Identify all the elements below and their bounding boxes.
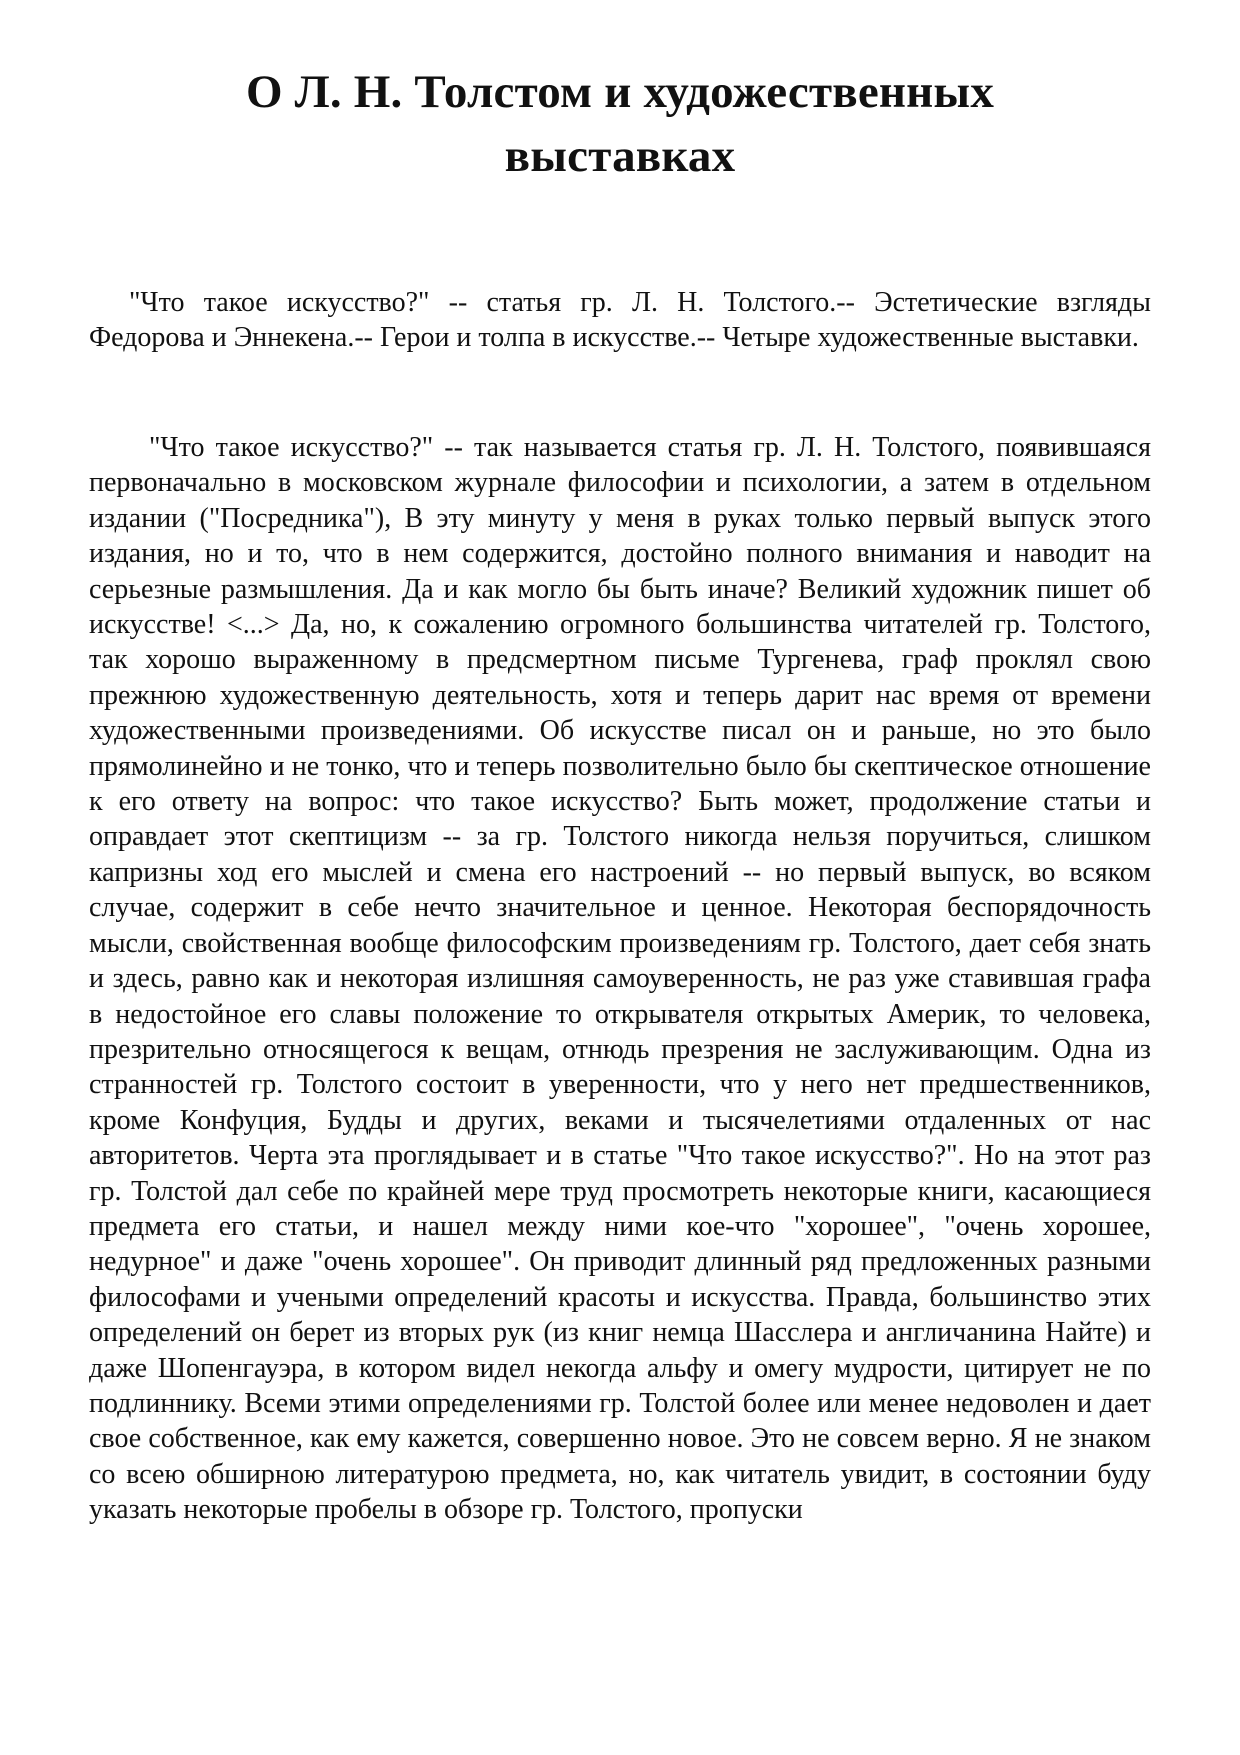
body-paragraph: "Что такое искусство?" -- так называется статья гр. Л. Н. Толстого, появившаяся первоначально в московском журнале философии и психологии, а затем в отдельном издании ("Посредника"), В эту минуту у меня в руках только первый выпуск этого издания, но и то, что в нем содержится, достойно полного внимания и наводит на серьезные размышления. Да и как могло бы быть иначе? Великий художник пишет об искусстве! <...> Да, но, к сожалению огромного большинства читателей гр. Толстого, так хорошо выраженному в предсмертном письме Тургенева, граф проклял свою прежнюю художественную деятельность, хотя и теперь дарит нас время от времени художественными произведениями. Об искусстве писал он и раньше, но это было прямолинейно и не тонко, что и теперь позволительно было бы скептическое отношение к его ответу на вопрос: что такое искусство? Быть может, продолжение статьи и оправдает этот скептицизм -- за гр. Толстого никогда нельзя поручиться, слишком капризны ход его мыслей и смена его настроений -- но первый выпуск, во всяком случае, содержит в себе нечто значительное и ценное. Некоторая беспорядочность мысли, свойственная вообще философским произведениям гр. Толстого, дает себя знать и здесь, равно как и некоторая излишняя самоуверенность, не раз уже ставившая графа в недостойное его славы положение то открывателя открытых Америк, то человека, презрительно относящегося к вещам, отнюдь презрения не заслуживающим. Одна из странностей гр. Толстого состоит в уверенности, что у него нет предшественников, кроме Конфуция, Будды и других, веками и тысячелетиями отдаленных от нас авторитетов. Черта эта проглядывает и в статье "Что такое искусство?". Но на этот раз гр. Толстой дал себе по крайней мере труд просмотреть некоторые книги, касающиеся предмета его статьи, и нашел между ними кое-что "хорошее", "очень хорошее, недурное" и даже "очень хорошее". Он приводит длинный ряд предложенных разными философами и учеными определений красоты и искусства. Правда, большинство этих определений он берет из вторых рук (из книг немца Шасслера и англичанина Найте) и даже Шопенгауэра, в котором видел некогда альфу и омегу мудрости, цитирует не по подлиннику. Всеми этими определениями гр. Толстой более или менее недоволен и дает свое собственное, как ему кажется, совершенно новое. Это не совсем верно. Я не знаком со всею обширною литературою предмета, но, как читатель увидит, в состоянии буду указать некоторые пробелы в обзоре гр. Толстого, пропуски	[89, 432, 1151, 1526]
title-line-2: выставках	[504, 130, 736, 182]
page-title	[90, 60, 1150, 188]
epigraph-paragraph: "Что такое искусство?" -- статья гр. Л. Н. Толстого.-- Эстетические взгляды Федорова и Эннекена.-- Герои и толпа в искусстве.-- Четыре художественные выставки.	[89, 287, 1151, 353]
title-line-1: О Л. Н. Толстом и художественных	[245, 66, 995, 118]
